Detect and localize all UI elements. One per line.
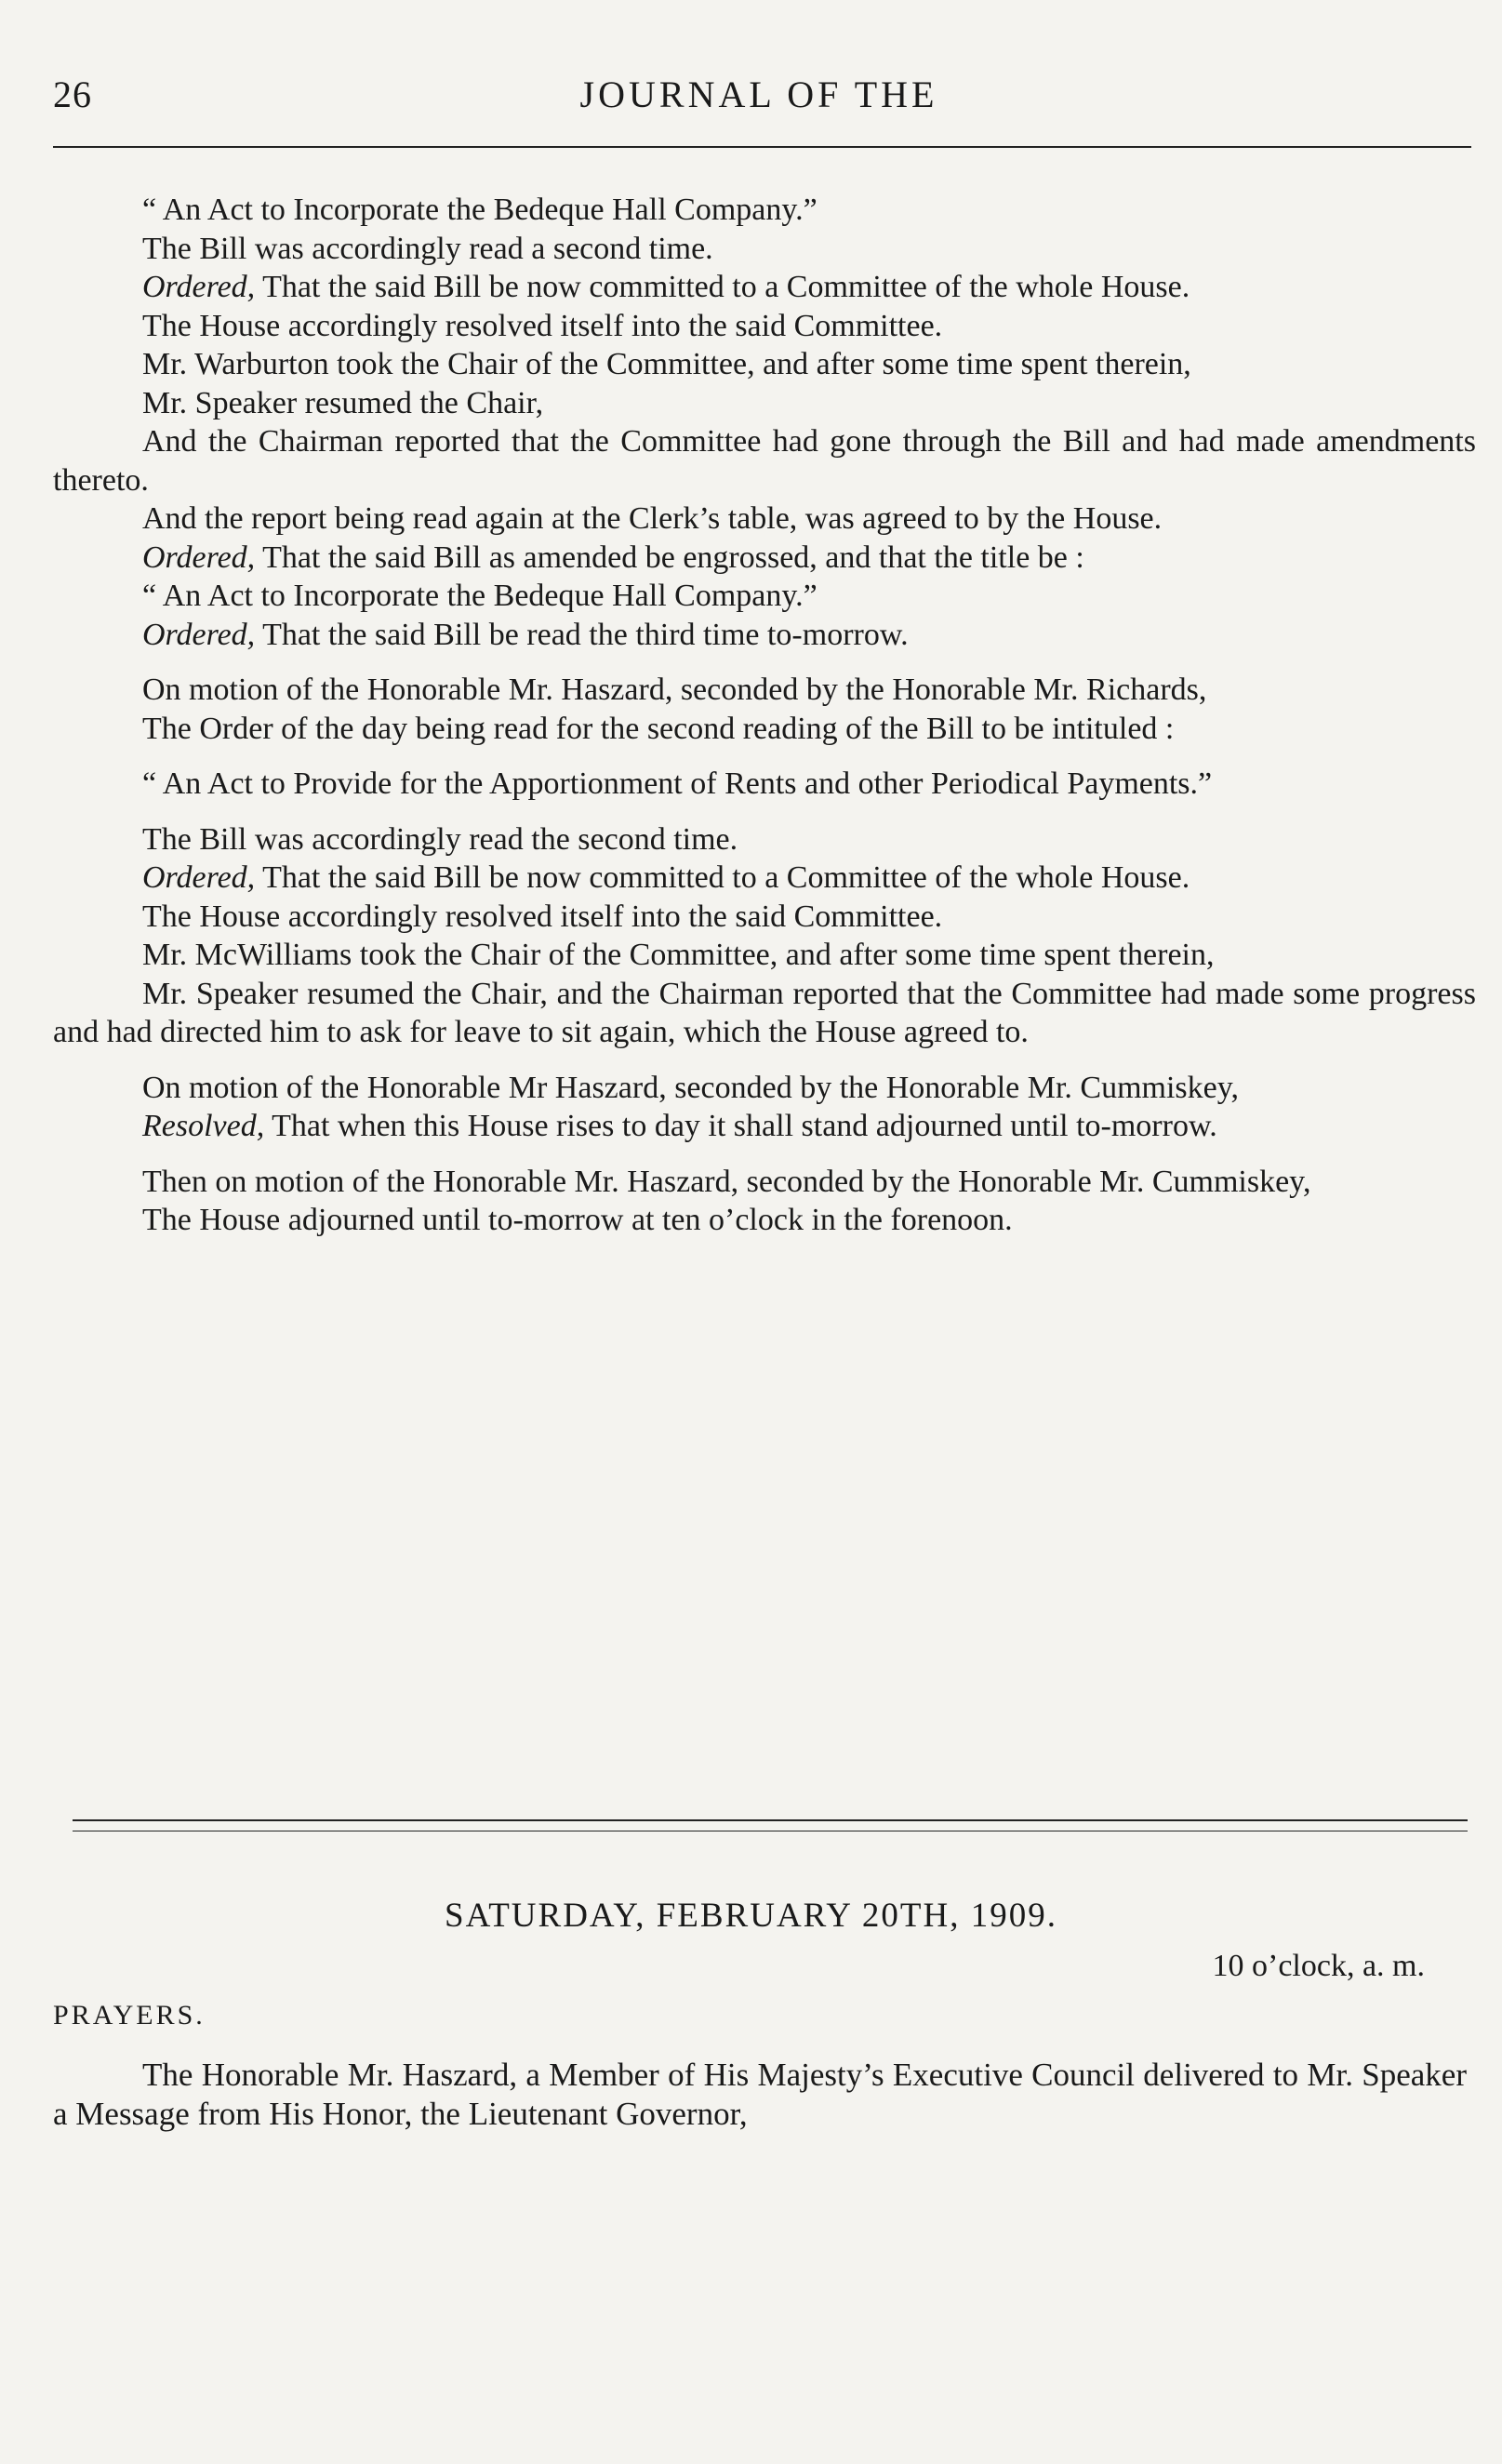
paragraph-lead: Ordered, <box>142 270 256 304</box>
paragraph-lead: Ordered, <box>142 539 256 575</box>
paragraph <box>53 616 1476 655</box>
page-header <box>53 73 1465 128</box>
paragraph-text: That the said Bill be now committed to a Committee of the whole House. <box>255 270 1190 304</box>
paragraph: Mr. Speaker resumed the Chair, <box>142 385 544 420</box>
sitting-date: SATURDAY, FEBRUARY 20TH, 1909. <box>445 1897 1057 1935</box>
paragraph <box>53 268 1476 307</box>
paragraph <box>53 1107 1476 1146</box>
paragraph: The House accordingly resolved itself into the said Committee. <box>142 308 943 343</box>
header-rule <box>53 146 1471 148</box>
paragraph: “ An Act to Incorporate the Bedeque Hall Company.” <box>142 579 817 613</box>
paragraph: And the report being read again at the Clerk’s table, was agreed to by the House. <box>142 501 1163 536</box>
paragraph-text: That the said Bill as amended be engrossed, and that the title be : <box>255 539 1084 575</box>
paragraph: The Honorable Mr. Haszard, a Member of His Majesty’s Executive Council delivered to Mr. Speaker a Message from His Honor, the Lieutenant Governor, <box>53 2057 1467 2132</box>
paragraph-text: That when this House rises to day it shall stand adjourned until to-morrow. <box>264 1109 1217 1143</box>
paragraph: Mr. McWilliams took the Chair of the Committee, and after some time spent therein, <box>142 938 1215 972</box>
section-gap <box>53 748 1476 765</box>
paragraph <box>53 859 1476 898</box>
paragraph: Then on motion of the Honorable Mr. Haszard, seconded by the Honorable Mr. Cummiskey, <box>142 1164 1311 1199</box>
paragraph-text: That the said Bill be now committed to a Committee of the whole House. <box>255 860 1190 895</box>
paragraph: Mr. Speaker resumed the Chair, and the Chairman reported that the Committee had made some progress and had directed him to ask for leave to sit again, which the House agreed to. <box>53 976 1476 1049</box>
paragraph: The House adjourned until to-morrow at ten o’clock in the forenoon. <box>142 1203 1013 1237</box>
prayers-heading: PRAYERS. <box>53 2000 206 2031</box>
sitting-time: 10 o’clock, a. m. <box>1212 1949 1425 1983</box>
running-title: JOURNAL OF THE <box>579 73 938 115</box>
paragraph: The House accordingly resolved itself into the said Committee. <box>142 899 943 934</box>
section-gap <box>53 1052 1476 1069</box>
proceedings-body <box>53 191 1476 1240</box>
section-gap <box>53 654 1476 671</box>
paragraph-text: That the said Bill be read the third time to-morrow. <box>255 617 909 652</box>
paragraph <box>53 539 1476 578</box>
paragraph: The Bill was accordingly read a second time. <box>142 231 713 266</box>
paragraph-lead: Ordered, <box>142 860 256 895</box>
paragraph: The Order of the day being read for the second reading of the Bill to be intituled : <box>142 711 1175 746</box>
section-gap <box>53 804 1476 820</box>
paragraph: “ An Act to Incorporate the Bedeque Hall Company.” <box>142 193 817 227</box>
paragraph: On motion of the Honorable Mr Haszard, seconded by the Honorable Mr. Cummiskey, <box>142 1070 1240 1105</box>
section-gap <box>53 1146 1476 1163</box>
paragraph: The Bill was accordingly read the second time. <box>142 821 738 857</box>
paragraph-lead: Resolved, <box>142 1109 265 1143</box>
section-divider <box>73 1819 1468 1831</box>
page-number: 26 <box>53 73 92 115</box>
paragraph: Mr. Warburton took the Chair of the Committee, and after some time spent therein, <box>142 347 1191 381</box>
paragraph: On motion of the Honorable Mr. Haszard, seconded by the Honorable Mr. Richards, <box>142 673 1207 707</box>
paragraph-lead: Ordered, <box>142 617 256 652</box>
paragraph: And the Chairman reported that the Committee had gone through the Bill and had made amendments thereto. <box>53 424 1476 498</box>
paragraph: “ An Act to Provide for the Apportionment of Rents and other Periodical Payments.” <box>142 766 1213 801</box>
